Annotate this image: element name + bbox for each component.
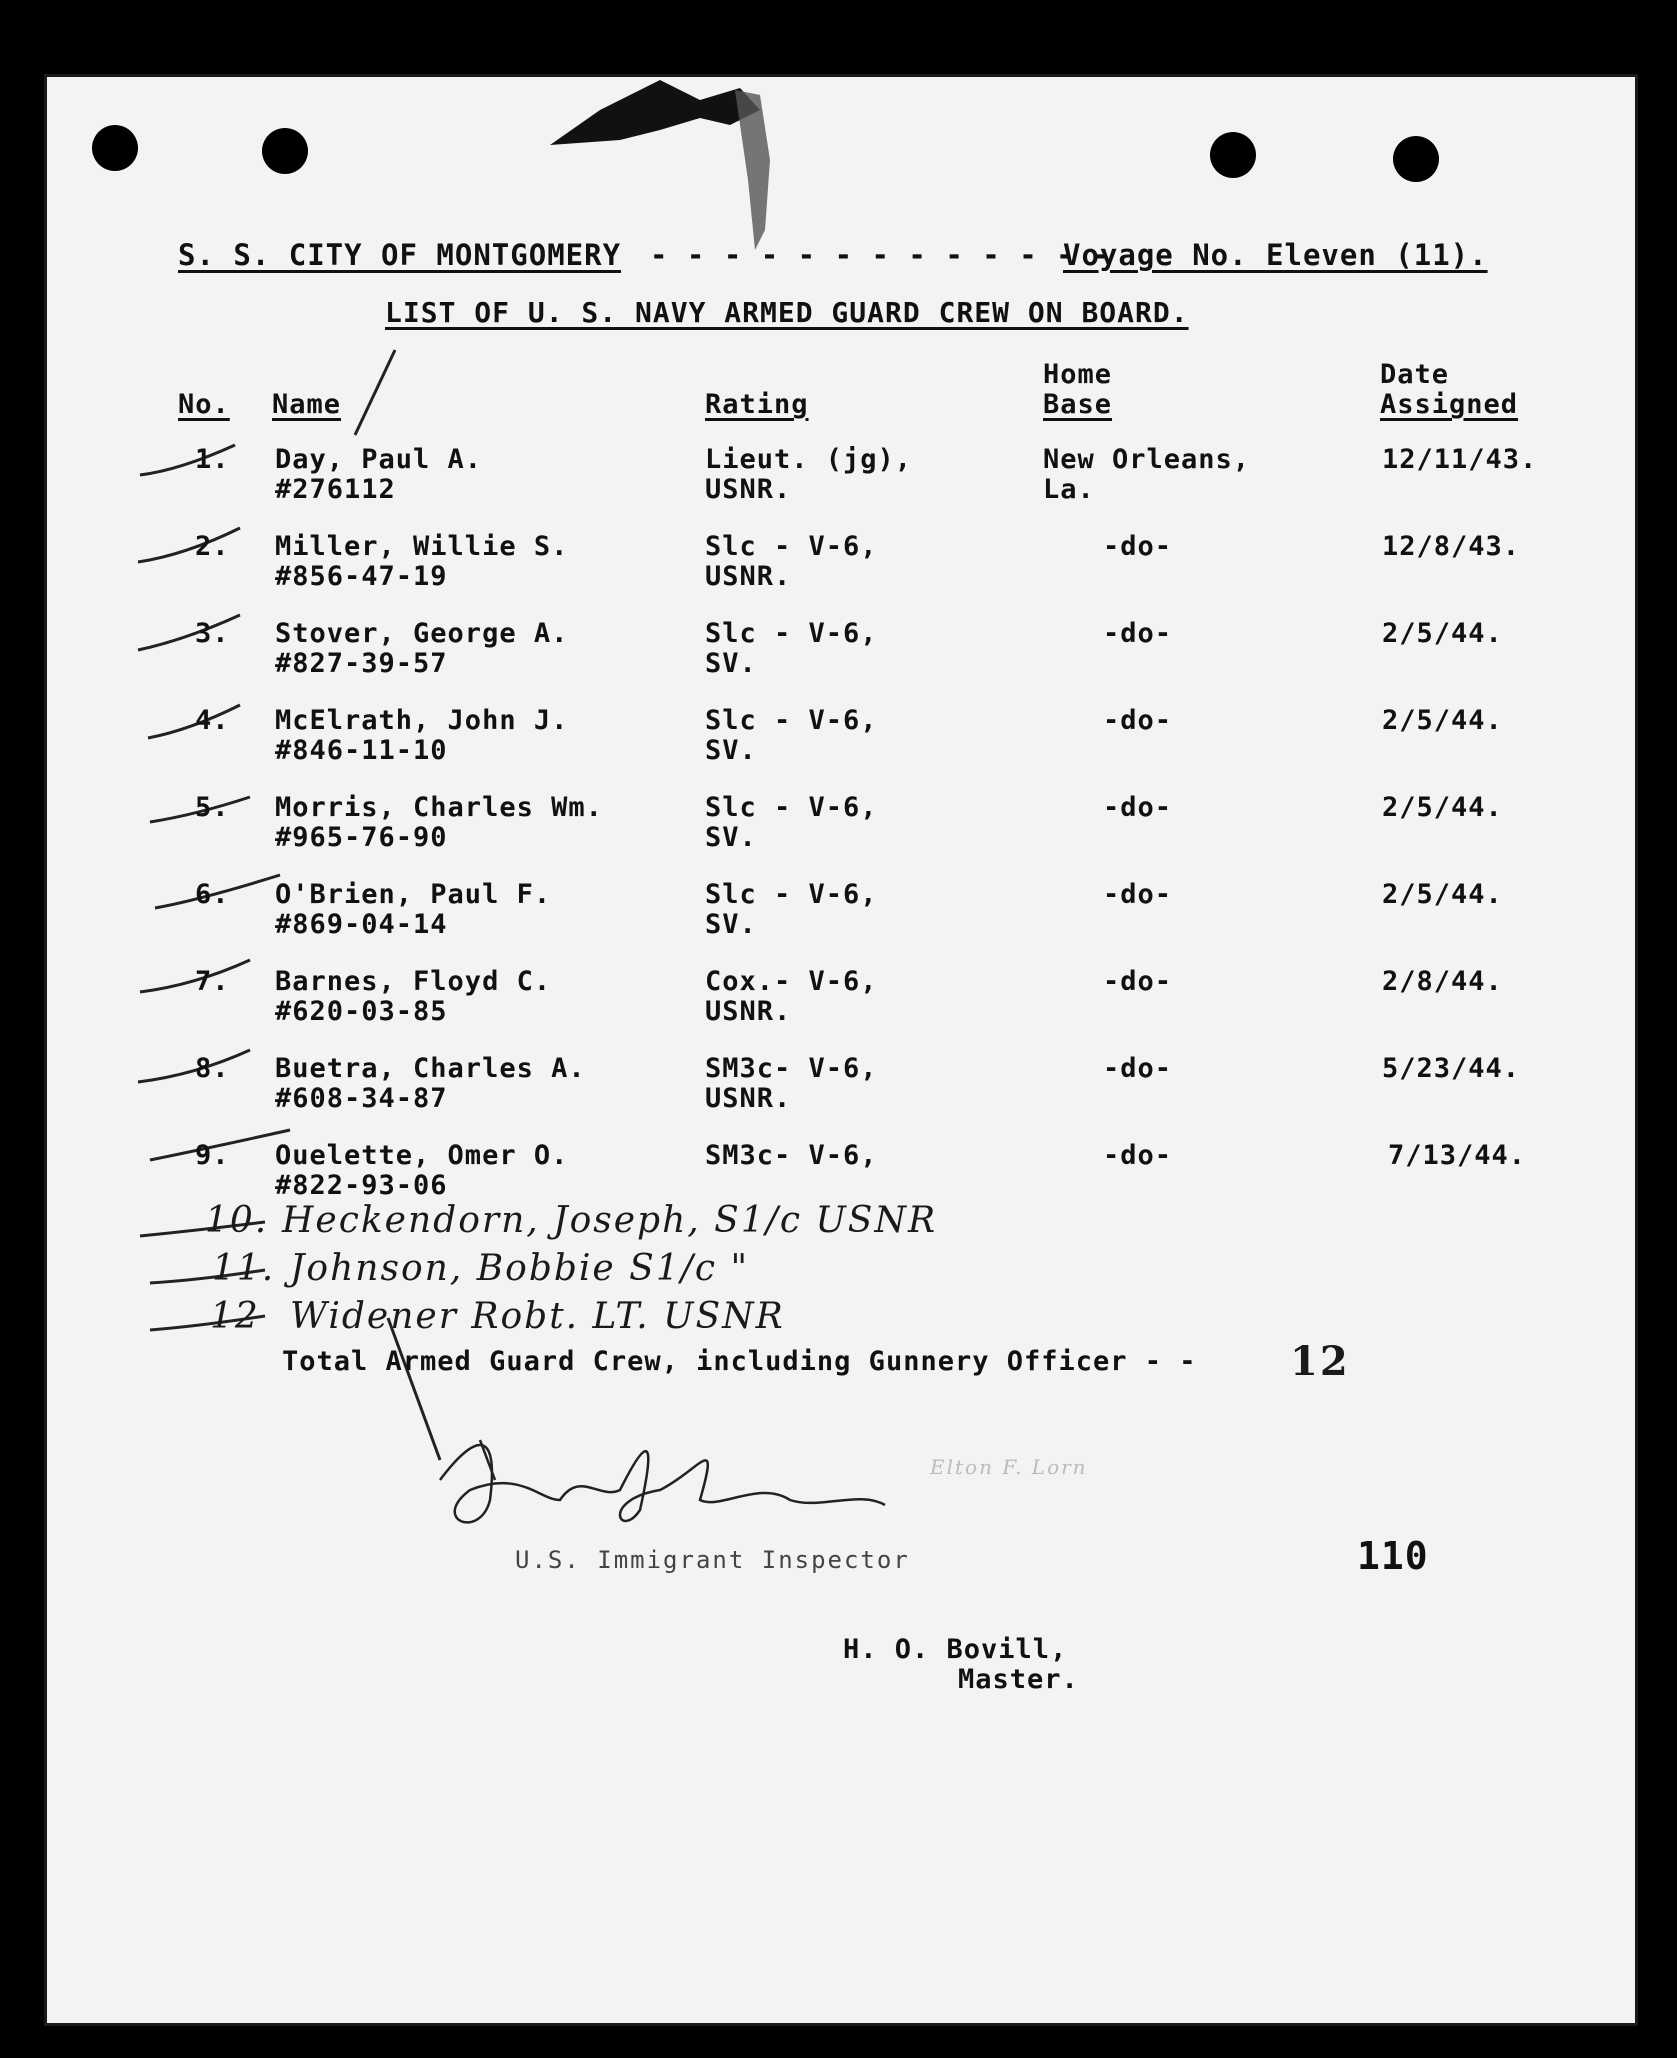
column-header-home: Home [1043, 359, 1113, 390]
row-home-base: -do- [1103, 1140, 1173, 1171]
row-rating [705, 619, 878, 679]
rating-line2: USNR. [705, 1083, 792, 1114]
row-name [275, 1141, 568, 1201]
row-home-base: -do- [1103, 879, 1173, 910]
row-rating [705, 880, 878, 940]
service-number: #965-76-90 [275, 822, 448, 853]
column-header-rating: Rating [705, 389, 809, 420]
column-header-base: Base [1043, 389, 1113, 420]
row-rating [705, 967, 878, 1027]
rating-line2: SV. [705, 735, 757, 766]
column-header-date: Date [1380, 359, 1450, 390]
row-date: 2/8/44. [1382, 966, 1503, 997]
service-number: #822-93-06 [275, 1170, 448, 1201]
row-name [275, 619, 568, 679]
rating-line1: Slc - V-6, [705, 879, 878, 910]
rating-line2: SV. [705, 648, 757, 679]
rating-line2: USNR. [705, 474, 792, 505]
rating-line1: SM3c- V-6, [705, 1140, 878, 1171]
row-rating [705, 1054, 878, 1114]
service-number: #620-03-85 [275, 996, 448, 1027]
row-home-base: -do- [1103, 618, 1173, 649]
row-date: 12/11/43. [1382, 444, 1538, 475]
master-title: Master. [958, 1664, 1079, 1695]
row-home-base: -do- [1103, 531, 1173, 562]
rating-line1: SM3c- V-6, [705, 1053, 878, 1084]
column-header-no: No. [178, 389, 230, 420]
crew-name: Ouelette, Omer O. [275, 1140, 569, 1171]
handwritten-entry: Johnson, Bobbie S1/c " [290, 1248, 750, 1289]
rating-line2: USNR. [705, 996, 792, 1027]
row-number: 3. [195, 618, 230, 649]
row-home-base: -do- [1103, 705, 1173, 736]
total-label: Total Armed Guard Crew, including Gunnery Officer - - [282, 1346, 1197, 1377]
total-value: 12 [1290, 1338, 1350, 1385]
row-rating [705, 445, 912, 505]
base-line1: New Orleans, [1043, 444, 1251, 475]
service-number: #856-47-19 [275, 561, 448, 592]
crew-name: Barnes, Floyd C. [275, 966, 552, 997]
row-number: 2. [195, 531, 230, 562]
row-number: 7. [195, 966, 230, 997]
rating-line1: Lieut. (jg), [705, 444, 913, 475]
row-rating [705, 793, 878, 853]
service-number: #827-39-57 [275, 648, 448, 679]
row-date: 2/5/44. [1382, 705, 1503, 736]
master-name: H. O. Bovill, [843, 1634, 1068, 1665]
handwritten-row-number: 12 [210, 1296, 260, 1337]
row-number: 8. [195, 1053, 230, 1084]
page-number: 110 [1357, 1534, 1429, 1578]
row-rating [705, 532, 878, 592]
row-date: 5/23/44. [1382, 1053, 1521, 1084]
row-number: 4. [195, 705, 230, 736]
crew-name: Buetra, Charles A. [275, 1053, 586, 1084]
column-header-assigned: Assigned [1380, 389, 1519, 420]
crew-name: Miller, Willie S. [275, 531, 569, 562]
row-rating [705, 706, 878, 766]
rating-line1: Slc - V-6, [705, 531, 878, 562]
row-name [275, 445, 482, 505]
service-number: #608-34-87 [275, 1083, 448, 1114]
rating-line2: SV. [705, 822, 757, 853]
row-home-base: -do- [1103, 792, 1173, 823]
row-name [275, 532, 568, 592]
row-number: 9. [195, 1140, 230, 1171]
service-number: #276112 [275, 474, 396, 505]
crew-name: McElrath, John J. [275, 705, 569, 736]
row-date: 7/13/44. [1388, 1140, 1527, 1171]
crew-name: Morris, Charles Wm. [275, 792, 603, 823]
rating-line1: Cox.- V-6, [705, 966, 878, 997]
header-dashes: - - - - - - - - - - - - - [650, 238, 1112, 272]
row-name [275, 880, 551, 940]
row-name [275, 967, 551, 1027]
row-home-base: -do- [1103, 1053, 1173, 1084]
inspector-signature: Elton F. Lorn [930, 1455, 1088, 1479]
base-line2: La. [1043, 474, 1095, 505]
row-date: 12/8/43. [1382, 531, 1521, 562]
rating-line2: SV. [705, 909, 757, 940]
crew-name: O'Brien, Paul F. [275, 879, 552, 910]
row-number: 5. [195, 792, 230, 823]
handwritten-entry: Heckendorn, Joseph, S1/c USNR [282, 1200, 938, 1241]
column-header-name: Name [272, 389, 342, 420]
service-number: #869-04-14 [275, 909, 448, 940]
handwritten-row-number: 10. [205, 1200, 269, 1241]
row-number: 1. [195, 444, 230, 475]
row-name [275, 793, 603, 853]
rating-line1: Slc - V-6, [705, 618, 878, 649]
list-title: LIST OF U. S. NAVY ARMED GUARD CREW ON BOARD. [385, 296, 1189, 329]
voyage-number: Voyage No. Eleven (11). [1063, 238, 1488, 272]
ship-name: S. S. CITY OF MONTGOMERY [178, 238, 622, 272]
rating-line2: USNR. [705, 561, 792, 592]
row-date: 2/5/44. [1382, 879, 1503, 910]
row-number: 6. [195, 879, 230, 910]
row-name [275, 1054, 586, 1114]
row-rating [705, 1141, 878, 1171]
row-date: 2/5/44. [1382, 792, 1503, 823]
row-home-base: -do- [1103, 966, 1173, 997]
rating-line1: Slc - V-6, [705, 792, 878, 823]
handwritten-row-number: 11. [212, 1248, 276, 1289]
row-name [275, 706, 568, 766]
row-date: 2/5/44. [1382, 618, 1503, 649]
inspector-label: U.S. Immigrant Inspector [515, 1546, 910, 1574]
row-home-base [1043, 445, 1250, 505]
rating-line1: Slc - V-6, [705, 705, 878, 736]
crew-name: Stover, George A. [275, 618, 569, 649]
service-number: #846-11-10 [275, 735, 448, 766]
crew-name: Day, Paul A. [275, 444, 483, 475]
handwritten-entry: Widener Robt. LT. USNR [290, 1296, 785, 1337]
